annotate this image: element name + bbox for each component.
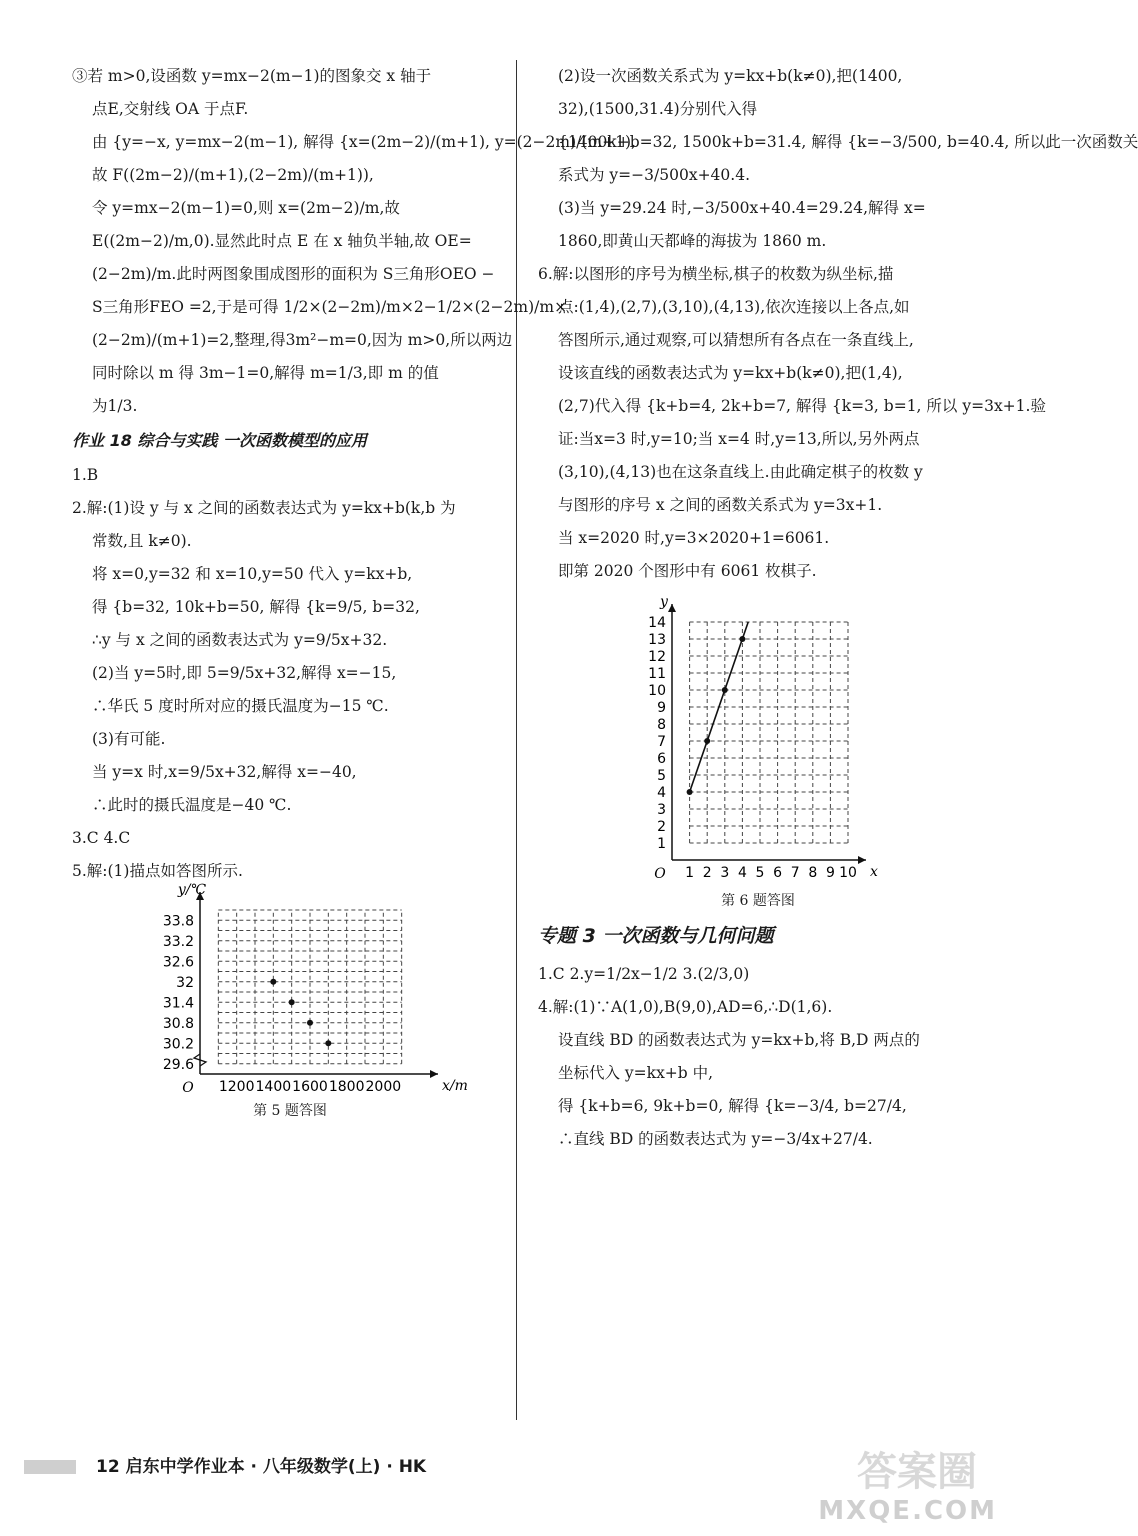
- topic3-line-1: 4.解:(1)∵A(1,0),B(9,0),AD=6,∴D(1,6).: [538, 998, 833, 1016]
- y-tick-label-5: 32.6: [162, 954, 194, 971]
- fig6-caption: 第 6 题答图: [721, 893, 795, 909]
- origin-label: O: [182, 1080, 194, 1096]
- y-tick-label-3: 4: [657, 785, 666, 801]
- data-point-2: [722, 687, 728, 693]
- data-point-0: [270, 979, 276, 985]
- right-line-2: {1400k+b=32, 1500k+b=31.4, 解得 {k=−3/500, b=40.4, 所以此一次函数关: [558, 133, 1138, 151]
- y-tick-label-4: 5: [657, 768, 666, 784]
- x-tick-label-0: 1200: [218, 1079, 255, 1095]
- right-line-15: 即第 2020 个图形中有 6061 枚棋子.: [558, 562, 817, 580]
- hw18-text-block: [72, 459, 508, 888]
- x-axis-label: x: [870, 864, 878, 880]
- hw18-line-10: ∴此时的摄氏温度是−40 ℃.: [92, 796, 292, 814]
- y-tick-label-1: 2: [657, 819, 666, 835]
- hw18-line-3: 将 x=0,y=32 和 x=10,y=50 代入 y=kx+b,: [92, 565, 413, 583]
- watermark-site: MXQE.COM: [818, 1496, 997, 1526]
- fig6-chart: [628, 588, 888, 888]
- column-divider: [516, 60, 517, 1420]
- y-tick-label-0: 29.6: [162, 1056, 194, 1073]
- right-line-7: 点:(1,4),(2,7),(3,10),(4,13),依次连接以上各点,如: [558, 298, 910, 316]
- y-tick-label-1: 30.2: [162, 1036, 194, 1053]
- y-tick-label-9: 10: [648, 683, 666, 699]
- y-tick-label-8: 9: [657, 700, 666, 716]
- right-line-12: (3,10),(4,13)也在这条直线上.由此确定棋子的枚数 y: [558, 463, 923, 481]
- right-line-0: (2)设一次函数关系式为 y=kx+b(k≠0),把(1400,: [558, 67, 903, 85]
- right-line-5: 1860,即黄山天都峰的海拔为 1860 m.: [558, 232, 827, 250]
- topic3-text-block: [538, 958, 978, 1156]
- right-line-1: 32),(1500,31.4)分别代入得: [558, 100, 758, 118]
- y-tick-label-13: 14: [648, 615, 666, 631]
- left-line-0: ③若 m>0,设函数 y=mx−2(m−1)的图象交 x 轴于: [72, 67, 432, 85]
- hw18-line-8: (3)有可能.: [92, 730, 166, 748]
- left-line-8: (2−2m)/(m+1)=2,整理,得3m²−m=0,因为 m>0,所以两边: [92, 331, 513, 349]
- x-tick-label-1: 2: [702, 865, 712, 881]
- hw18-line-1: 2.解:(1)设 y 与 x 之间的函数表达式为 y=kx+b(k,b 为: [72, 499, 456, 517]
- left-line-9: 同时除以 m 得 3m−1=0,解得 m=1/3,即 m 的值: [92, 364, 439, 382]
- right-text-block: [538, 60, 1138, 588]
- hw18-line-0: 1.B: [72, 466, 99, 484]
- data-point-3: [325, 1040, 331, 1046]
- hw18-title: 作业 18 综合与实践 一次函数模型的应用: [72, 431, 367, 450]
- left-line-3: 故 F((2m−2)/(m+1),(2−2m)/(m+1)),: [92, 166, 374, 184]
- x-tick-label-4: 5: [755, 865, 765, 881]
- y-tick-label-2: 3: [657, 802, 666, 818]
- x-tick-label-3: 1800: [328, 1079, 365, 1095]
- x-tick-label-5: 6: [773, 865, 783, 881]
- y-tick-label-10: 11: [648, 666, 666, 682]
- y-tick-label-4: 32: [176, 974, 194, 991]
- x-tick-label-2: 1600: [292, 1079, 328, 1095]
- x-tick-label-6: 7: [790, 865, 800, 881]
- y-tick-label-6: 7: [657, 734, 666, 750]
- x-tick-label-1: 1400: [255, 1079, 292, 1095]
- data-point-2: [307, 1020, 313, 1026]
- y-tick-label-11: 12: [648, 649, 666, 665]
- x-axis-arrow: [430, 1070, 438, 1078]
- x-tick-label-9: 10: [839, 865, 857, 881]
- hw18-line-5: ∴y 与 x 之间的函数表达式为 y=9/5x+32.: [92, 631, 388, 649]
- left-line-10: 为1/3.: [92, 397, 138, 415]
- data-point-1: [289, 999, 295, 1005]
- y-tick-label-5: 6: [657, 751, 666, 767]
- right-line-14: 当 x=2020 时,y=3×2020+1=6061.: [558, 529, 830, 547]
- right-line-13: 与图形的序号 x 之间的函数关系式为 y=3x+1.: [558, 496, 883, 514]
- fig5-chart: [130, 882, 468, 1098]
- hw18-line-12: 5.解:(1)描点如答图所示.: [72, 862, 243, 880]
- footer-text: 12 启东中学作业本 · 八年级数学(上) · HK: [96, 1457, 427, 1477]
- hw18-line-11: 3.C 4.C: [72, 829, 131, 847]
- y-tick-label-3: 31.4: [162, 995, 194, 1012]
- left-line-6: (2−2m)/m.此时两图象围成图形的面积为 S三角形OEO −: [92, 265, 495, 283]
- topic3-line-2: 设直线 BD 的函数表达式为 y=kx+b,将 B,D 两点的: [558, 1031, 920, 1049]
- topic3-title: 专题 3 一次函数与几何问题: [538, 925, 774, 947]
- x-tick-label-0: 1: [685, 865, 695, 881]
- data-point-0: [687, 789, 693, 795]
- y-axis-label: y/℃: [177, 882, 207, 898]
- x-tick-label-2: 3: [720, 865, 730, 881]
- watermark-logo: 答案圈: [857, 1449, 977, 1495]
- left-line-7: S三角形FEO =2,于是可得 1/2×(2−2m)/m×2−1/2×(2−2m)/m×: [92, 298, 568, 316]
- right-line-3: 系式为 y=−3/500x+40.4.: [558, 166, 750, 184]
- y-axis-label: y: [660, 594, 668, 610]
- y-tick-label-6: 33.2: [162, 933, 194, 950]
- y-tick-label-7: 8: [657, 717, 666, 733]
- data-point-1: [704, 738, 710, 744]
- origin-label: O: [654, 866, 666, 882]
- topic3-line-5: ∴直线 BD 的函数表达式为 y=−3/4x+27/4.: [558, 1130, 873, 1148]
- topic3-line-4: 得 {k+b=6, 9k+b=0, 解得 {k=−3/4, b=27/4,: [558, 1097, 907, 1115]
- page-footer: [24, 1448, 984, 1488]
- left-line-5: E((2m−2)/m,0).显然此时点 E 在 x 轴负半轴,故 OE=: [92, 232, 472, 250]
- x-tick-label-8: 9: [825, 865, 835, 881]
- right-line-6: 6.解:以图形的序号为横坐标,棋子的枚数为纵坐标,描: [538, 265, 894, 283]
- topic3-line-3: 坐标代入 y=kx+b 中,: [558, 1064, 714, 1082]
- hw18-line-6: (2)当 y=5时,即 5=9/5x+32,解得 x=−15,: [92, 664, 397, 682]
- x-axis-label: x/m: [442, 1078, 468, 1094]
- y-tick-label-2: 30.8: [162, 1015, 194, 1032]
- right-line-9: 设该直线的函数表达式为 y=kx+b(k≠0),把(1,4),: [558, 364, 903, 382]
- x-tick-label-7: 8: [808, 865, 818, 881]
- hw18-line-4: 得 {b=32, 10k+b=50, 解得 {k=9/5, b=32,: [92, 598, 420, 616]
- y-tick-label-0: 1: [657, 836, 666, 852]
- x-axis-arrow: [858, 856, 866, 864]
- y-tick-label-12: 13: [648, 632, 666, 648]
- right-line-11: 证:当x=3 时,y=10;当 x=4 时,y=13,所以,另外两点: [558, 430, 920, 448]
- right-column: [538, 60, 1138, 1156]
- left-text-block: [72, 60, 636, 423]
- left-line-4: 令 y=mx−2(m−1)=0,则 x=(2m−2)/m,故: [92, 199, 400, 217]
- hw18-line-2: 常数,且 k≠0).: [92, 532, 192, 550]
- y-tick-label-7: 33.8: [162, 913, 194, 930]
- topic3-line-0: 1.C 2.y=1/2x−1/2 3.(2/3,0): [538, 965, 750, 983]
- y-axis-arrow: [668, 604, 676, 612]
- x-tick-label-4: 2000: [365, 1079, 402, 1095]
- right-line-8: 答图所示,通过观察,可以猜想所有各点在一条直线上,: [558, 331, 914, 349]
- hw18-line-9: 当 y=x 时,x=9/5x+32,解得 x=−40,: [92, 763, 357, 781]
- left-line-2: 由 {y=−x, y=mx−2(m−1), 解得 {x=(2m−2)/(m+1), y=(2−2m)/(m+1),: [92, 133, 636, 151]
- footer-bar: [24, 1460, 76, 1474]
- right-line-4: (3)当 y=29.24 时,−3/500x+40.4=29.24,解得 x=: [558, 199, 926, 217]
- left-line-1: 点E,交射线 OA 于点F.: [92, 100, 249, 118]
- x-tick-label-3: 4: [737, 865, 747, 881]
- data-point-3: [739, 636, 745, 642]
- fig5-caption: 第 5 题答图: [253, 1103, 327, 1119]
- right-line-10: (2,7)代入得 {k+b=4, 2k+b=7, 解得 {k=3, b=1, 所以 y=3x+1.验: [558, 397, 1046, 415]
- hw18-line-7: ∴华氏 5 度时所对应的摄氏温度为−15 ℃.: [92, 697, 389, 715]
